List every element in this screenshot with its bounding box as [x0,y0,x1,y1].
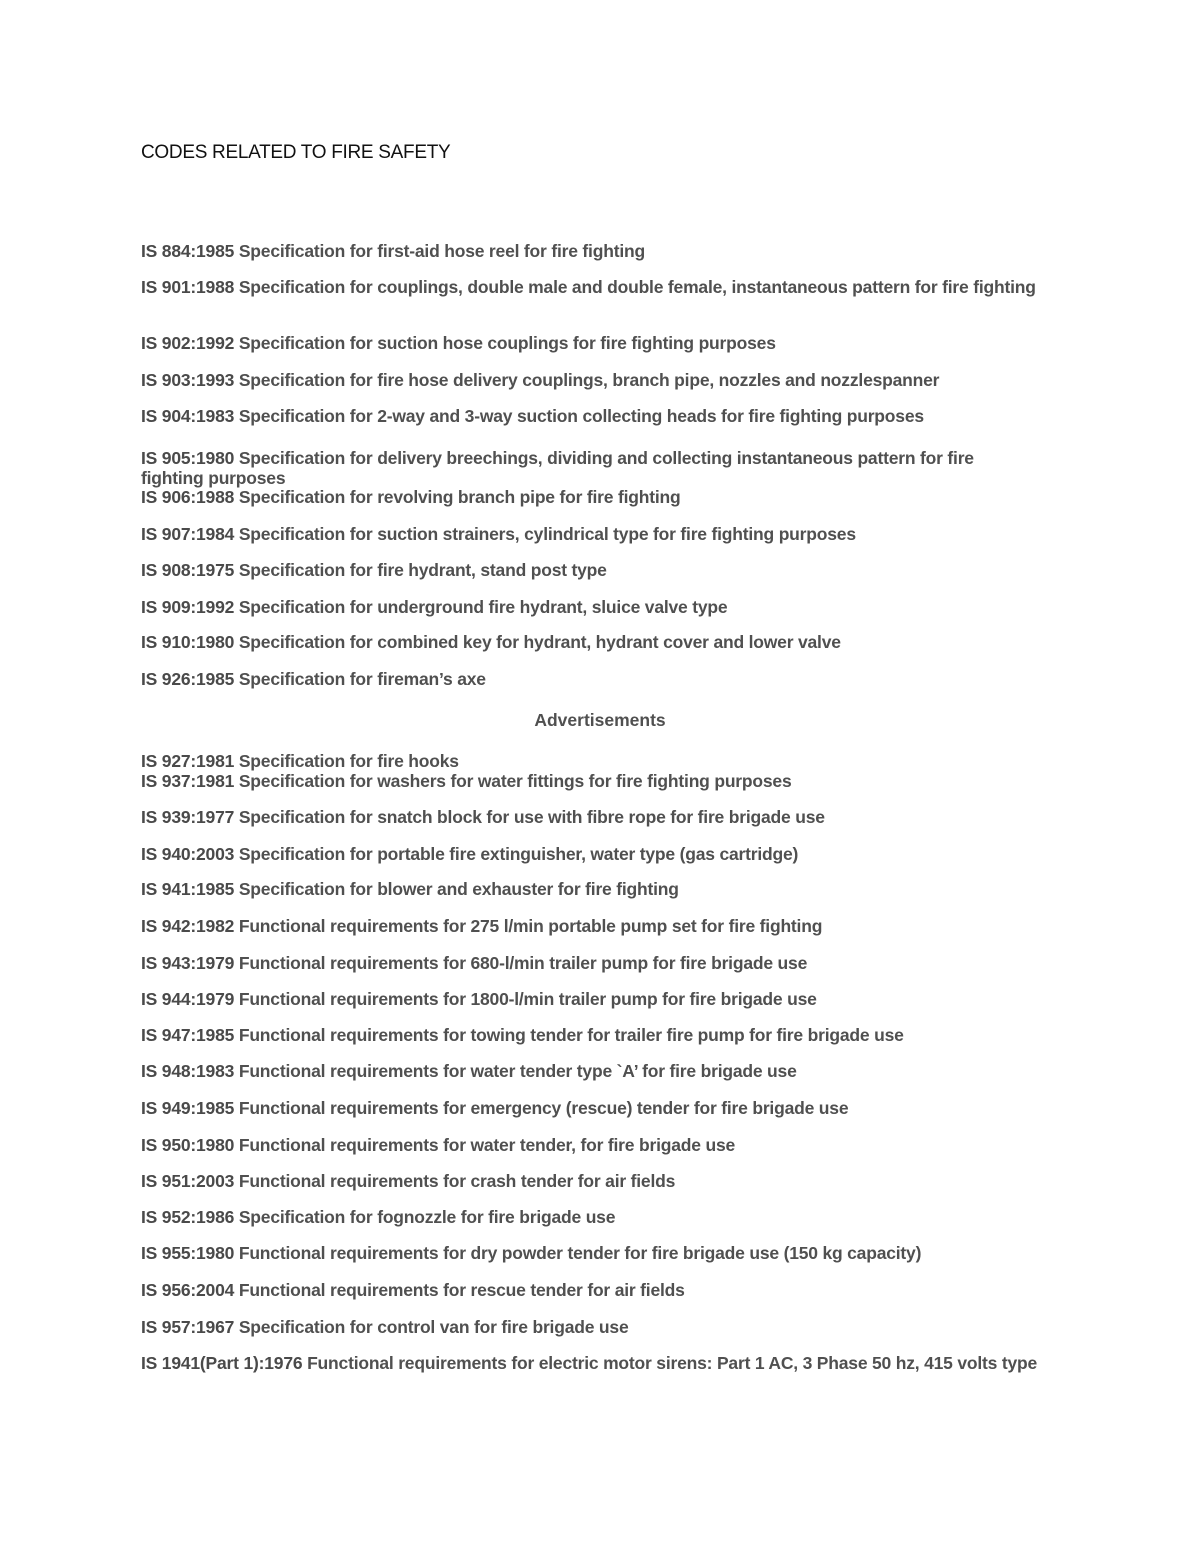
code-number: IS 956:2004 [141,1280,235,1300]
list-item [141,879,1041,900]
list-item [141,1025,1041,1046]
code-description: Specification for washers for water fittings for fire fighting purposes [238,771,792,791]
code-number: IS 944:1979 [141,989,235,1009]
list-item [141,1353,1041,1374]
code-number: IS 942:1982 [141,916,235,936]
code-number: IS 937:1981 [141,771,235,791]
code-description: Specification for control van for fire brigade use [238,1317,629,1337]
code-number: IS 903:1993 [141,370,235,390]
code-description: Functional requirements for 275 l/min portable pump set for fire fighting [238,916,823,936]
code-description: Specification for revolving branch pipe for fire fighting [238,487,681,507]
code-number: IS 910:1980 [141,632,235,652]
list-item [141,916,1041,937]
list-item [141,406,1041,427]
code-description: Specification for delivery breechings, dividing and collecting instantaneous pattern for fire fighting purposes [141,448,974,488]
code-number: IS 901:1988 [141,277,235,297]
code-number: IS 952:1986 [141,1207,235,1227]
code-description: Functional requirements for 1800-l/min trailer pump for fire brigade use [238,989,817,1009]
code-description: Specification for combined key for hydrant, hydrant cover and lower valve [238,632,841,652]
list-item [141,448,1041,488]
code-description: Specification for fognozzle for fire brigade use [238,1207,616,1227]
page-title: CODES RELATED TO FIRE SAFETY [141,142,451,163]
code-number: IS 951:2003 [141,1171,235,1191]
code-number: IS 955:1980 [141,1243,235,1263]
code-description: Specification for underground fire hydrant, sluice valve type [238,597,728,617]
list-item [141,1207,1041,1228]
list-item [141,597,1041,618]
code-description: Specification for fire hose delivery couplings, branch pipe, nozzles and nozzlespanner [238,370,940,390]
code-number: IS 957:1967 [141,1317,235,1337]
list-item [141,1098,1041,1119]
list-item [141,751,1041,772]
list-item [141,1171,1041,1192]
code-description: Specification for blower and exhauster for fire fighting [238,879,679,899]
code-number: IS 927:1981 [141,751,235,771]
code-description: Functional requirements for towing tender for trailer fire pump for fire brigade use [238,1025,904,1045]
code-description: Functional requirements for rescue tender for air fields [238,1280,685,1300]
list-item [141,1135,1041,1156]
code-number: IS 948:1983 [141,1061,235,1081]
code-description: Specification for fire hooks [238,751,459,771]
list-item [141,1317,1041,1338]
code-description: Functional requirements for dry powder tender for fire brigade use (150 kg capacity) [238,1243,922,1263]
code-description: Specification for suction strainers, cylindrical type for fire fighting purposes [238,524,856,544]
code-description: Specification for couplings, double male and double female, instantaneous pattern for fire fighting [238,277,1036,297]
list-item [141,989,1041,1010]
list-item [141,807,1041,828]
code-description: Specification for fireman’s axe [238,669,486,689]
code-number: IS 1941(Part 1):1976 [141,1353,303,1373]
list-item [141,1061,1041,1082]
list-item [141,560,1041,581]
code-number: IS 939:1977 [141,807,235,827]
code-number: IS 950:1980 [141,1135,235,1155]
code-description: Specification for 2-way and 3-way suction collecting heads for fire fighting purposes [238,406,924,426]
list-item [141,632,1041,653]
code-description: Functional requirements for emergency (rescue) tender for fire brigade use [238,1098,849,1118]
list-item [141,277,1041,298]
code-description: Functional requirements for electric motor sirens: Part 1 AC, 3 Phase 50 hz, 415 volts type [307,1353,1038,1373]
code-number: IS 907:1984 [141,524,235,544]
code-number: IS 905:1980 [141,448,235,468]
list-item [141,524,1041,545]
code-number: IS 902:1992 [141,333,235,353]
list-item [141,241,1041,262]
code-description: Specification for suction hose couplings for fire fighting purposes [238,333,776,353]
code-number: IS 926:1985 [141,669,235,689]
code-description: Functional requirements for 680-l/min trailer pump for fire brigade use [238,953,808,973]
advertisements-label: Advertisements [534,710,666,730]
code-description: Specification for snatch block for use with fibre rope for fire brigade use [238,807,825,827]
list-item [141,771,1041,792]
list-item [141,487,1041,508]
list-item [141,1243,1041,1264]
code-description: Specification for fire hydrant, stand post type [238,560,607,580]
code-number: IS 884:1985 [141,241,235,261]
code-description: Functional requirements for crash tender for air fields [238,1171,676,1191]
list-item [141,333,1041,354]
code-number: IS 949:1985 [141,1098,235,1118]
code-number: IS 943:1979 [141,953,235,973]
code-number: IS 908:1975 [141,560,235,580]
list-item [141,844,1041,865]
code-description: Specification for first-aid hose reel for fire fighting [238,241,645,261]
list-item [141,669,1041,690]
code-number: IS 909:1992 [141,597,235,617]
code-number: IS 904:1983 [141,406,235,426]
list-item [141,370,1041,391]
code-description: Specification for portable fire extinguisher, water type (gas cartridge) [238,844,799,864]
list-item [141,1280,1041,1301]
code-number: IS 940:2003 [141,844,235,864]
code-number: IS 906:1988 [141,487,235,507]
code-description: Functional requirements for water tender, for fire brigade use [238,1135,736,1155]
code-description: Functional requirements for water tender type `A’ for fire brigade use [238,1061,797,1081]
list-item [141,953,1041,974]
code-number: IS 947:1985 [141,1025,235,1045]
code-number: IS 941:1985 [141,879,235,899]
